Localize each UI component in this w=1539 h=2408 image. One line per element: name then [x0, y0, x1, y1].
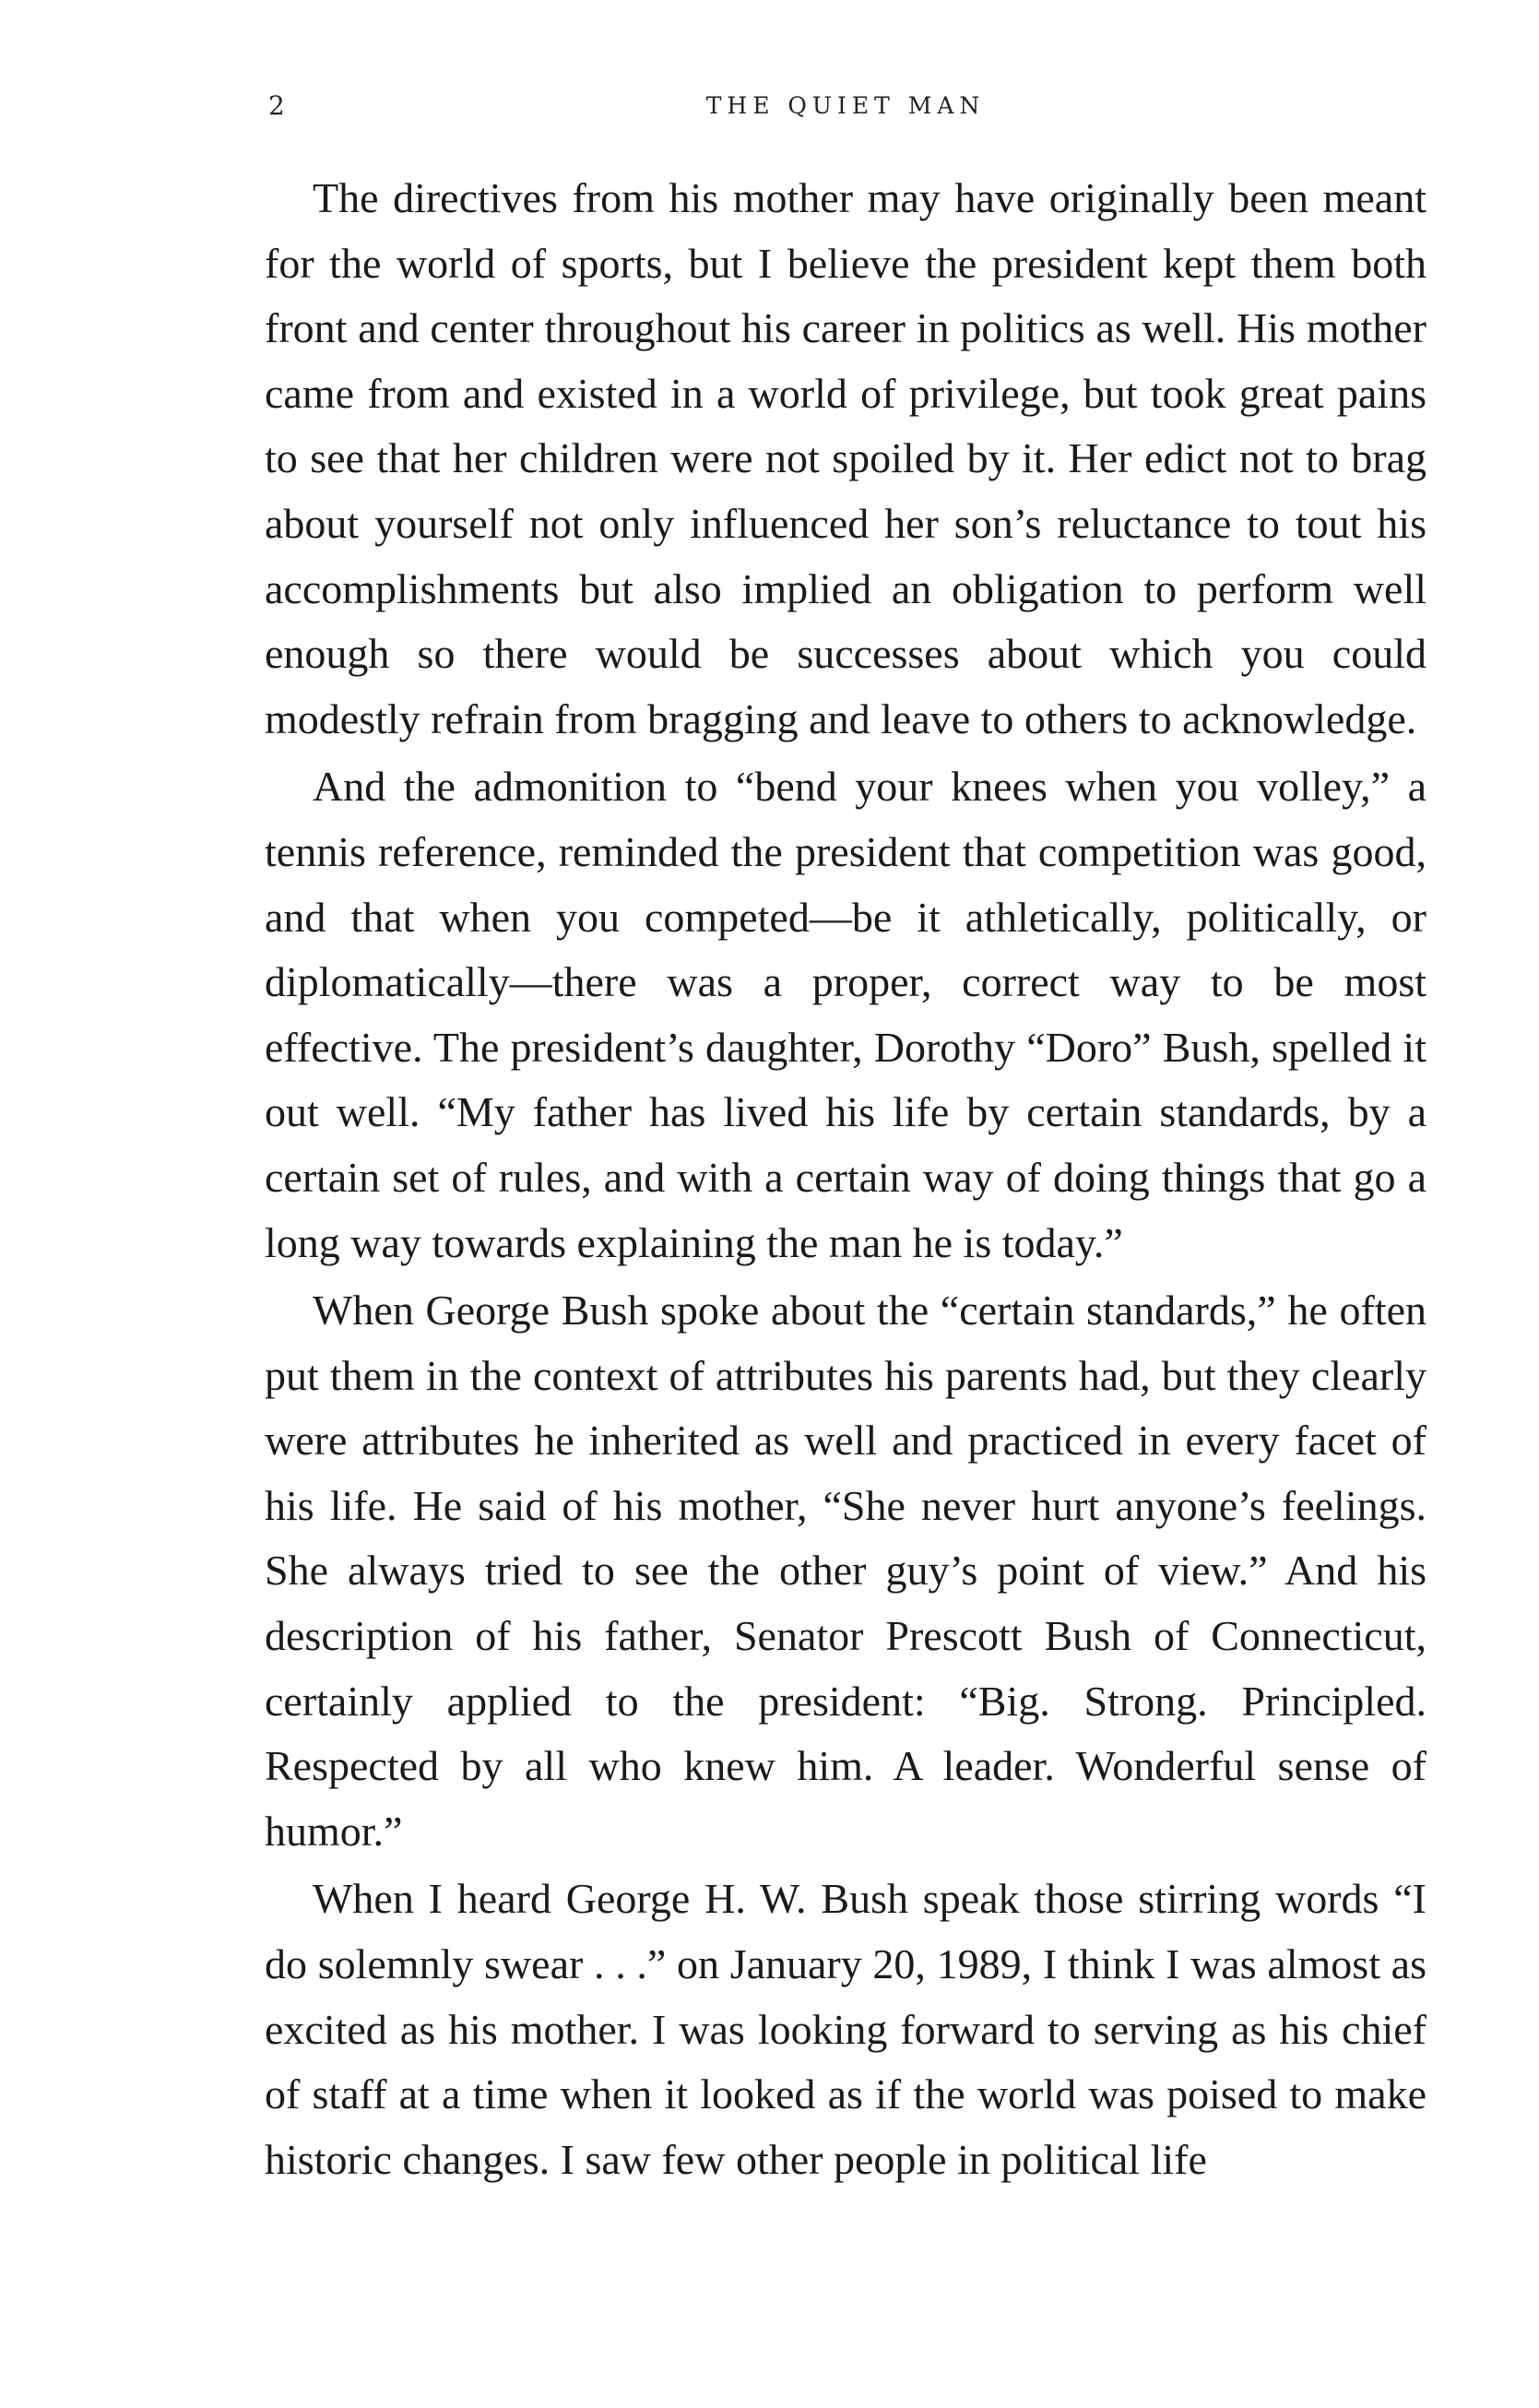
body-text — [265, 166, 1427, 2195]
running-head — [265, 83, 1427, 129]
paragraph-2: And the admonition to “bend your knees when you volley,” a tennis reference, reminded the president that competition was good, and that when you competed—be it athletically, politically, or diplomatically—there was a proper, correct way to be most effective. The president’s daughter, Dorothy “Doro” Bush, spelled it out well. “My father has lived his life by certain standards, by a certain set of rules, and with a certain way of doing things that go a long way towards explaining the man he is today.” — [265, 763, 1427, 1266]
paragraph-1: The directives from his mother may have originally been meant for the world of sports, but I believe the president kept them both front and center throughout his career in politics as well. His mother came from and existed in a world of privilege, but took great pains to see that her children were not spoiled by it. Her edict not to brag about yourself not only influenced her son’s reluctance to tout his accomplishments but also implied an obligation to perform well enough so there would be successes about which you could modestly refrain from bragging and leave to others to acknowledge. — [265, 174, 1427, 742]
book-title: THE QUIET MAN — [705, 92, 986, 119]
paragraph-3: When George Bush spoke about the “certain standards,” he often put them in the context of attributes his parents had, but they clearly were attributes he inherited as well and practiced in every facet of his life. He said of his mother, “She never hurt anyone’s feelings. She always tried to see the other guy’s point of view.” And his description of his father, Senator Prescott Bush of Connecticut, certainly applied to the president: “Big. Strong. Principled. Respected by all who knew him. A leader. Wonderful sense of humor.” — [265, 1287, 1427, 1855]
paragraph-4: When I heard George H. W. Bush speak those stirring words “I do solemnly swear . . .” on January 20, 1989, I think I was almost as excited as his mother. I was looking forward to serving as his chief of staff at a time when it looked as if the world was poised to make historic changes. I saw few other people in political life — [265, 1875, 1427, 2183]
page-number: 2 — [268, 90, 285, 121]
